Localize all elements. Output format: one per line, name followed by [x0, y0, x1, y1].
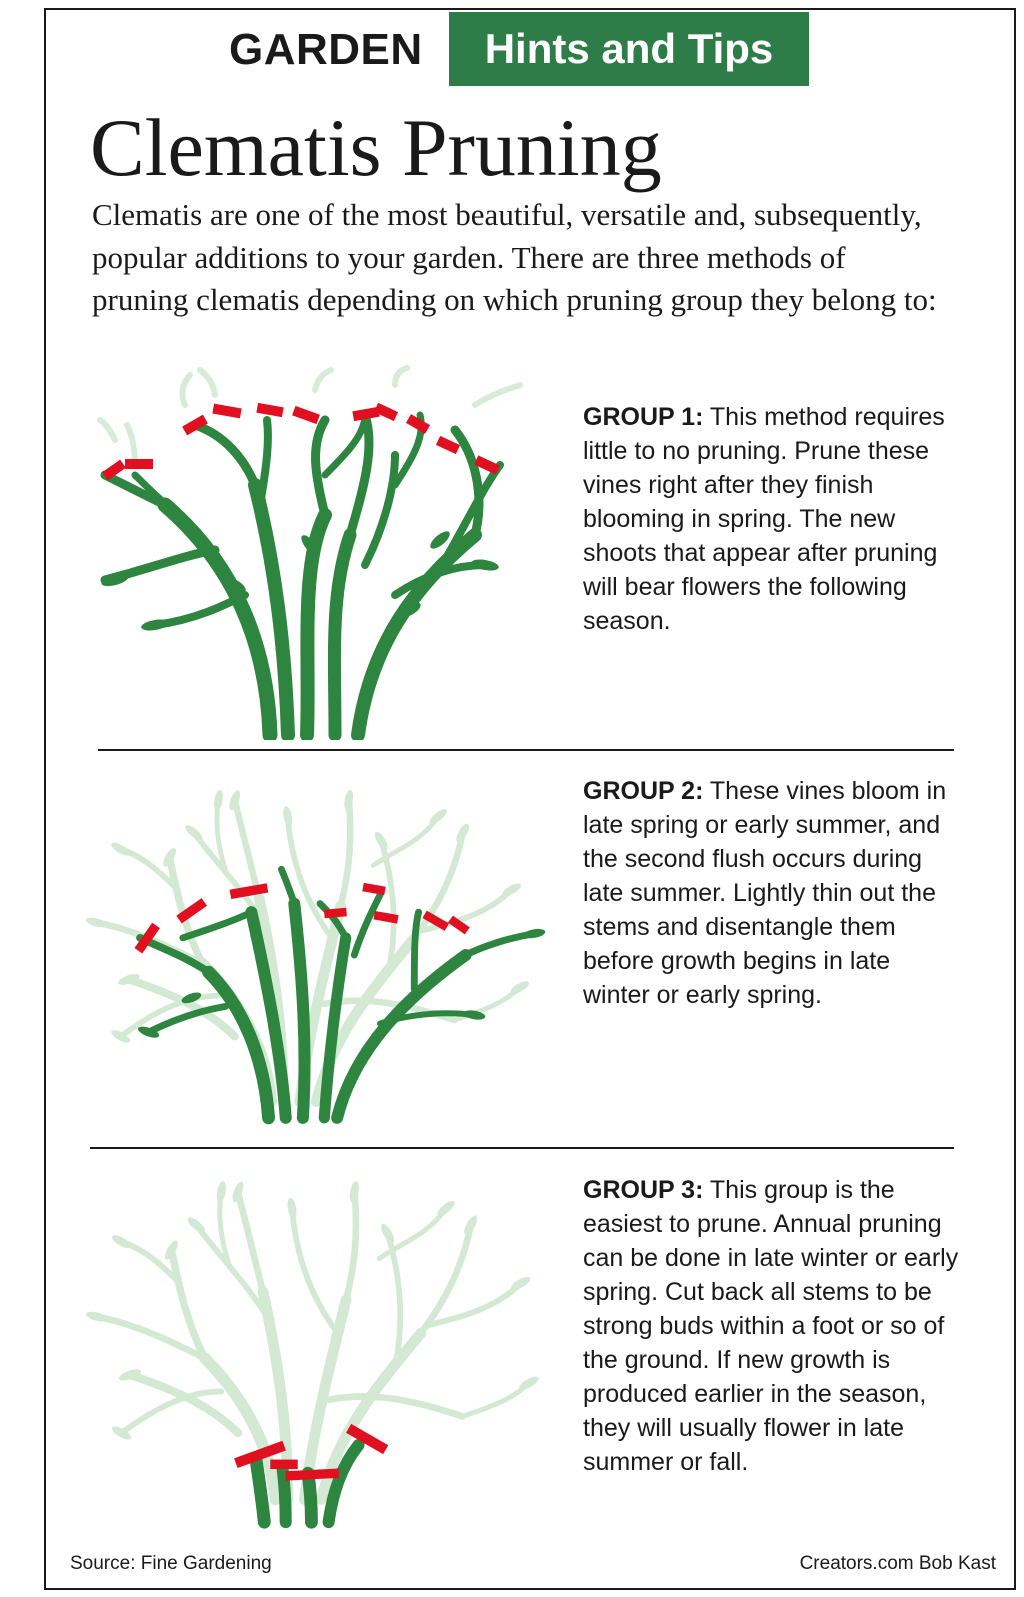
group-3-label: GROUP 3: [583, 1176, 704, 1204]
group-3-illustration [80, 1160, 560, 1550]
source-credit: Source: Fine Gardening [70, 1553, 272, 1574]
header-garden-label: GARDEN [229, 25, 423, 74]
divider-1 [98, 749, 954, 751]
group-3-text: This group is the easiest to prune. Annual pruning can be done in late winter or early spring. Cut back all stems to be strong buds within a foot or so of the ground. If new growth is produced earlier in the season, they will usually flower in late summer or fall. [583, 1176, 959, 1476]
group-1-text: This method requires little to no pruning. Prune these vines right after they finish blooming in spring. The new shoots that appear after pruning will bear flowers the following season. [583, 403, 945, 635]
page-title: Clematis Pruning [90, 102, 662, 193]
group-2-label: GROUP 2: [583, 777, 704, 805]
header-hints-badge: Hints and Tips [449, 12, 809, 86]
divider-2 [90, 1147, 954, 1149]
group-2-text: These vines bloom in late spring or early summer, and the second flush occurs during late summer. Lightly thin out the stems and disentangle them before growth begins in late winter or early spring. [583, 777, 947, 1009]
group-1-label: GROUP 1: [583, 403, 704, 431]
intro-paragraph: Clematis are one of the most beautiful, versatile and, subsequently, popular additions to your garden. There are three methods of pruning clematis depending on which pruning group they belong to: [92, 197, 937, 317]
group-1-description [583, 400, 963, 638]
group-1-illustration [95, 365, 555, 740]
group-2-illustration [80, 760, 560, 1150]
group-3-description [583, 1173, 963, 1479]
author-credit: Creators.com Bob Kast [799, 1553, 996, 1574]
group-2-description [583, 774, 963, 1012]
